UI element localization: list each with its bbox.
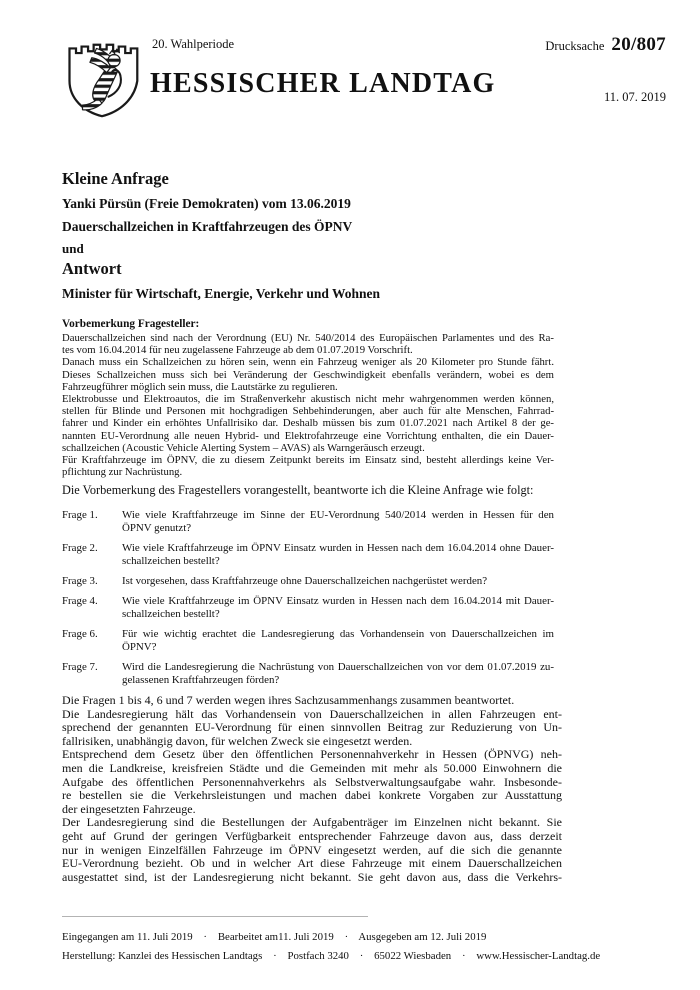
text-line: ÖPNV? xyxy=(122,641,157,653)
text-line: ÖPNV genutzt? xyxy=(122,522,192,534)
question-label: Frage 6. xyxy=(62,628,98,640)
question-label: Frage 1. xyxy=(62,509,98,521)
text-line: re bestellen sie die Verkehrsleistungen und machen dabei konkrete Vorgaben zur Ausstattung xyxy=(62,788,562,803)
text-line: Die Landesregierung hält das Vorhandensein von Dauerschallzeichen in allen Fahrzeugen ent- xyxy=(62,706,562,721)
question-text xyxy=(122,595,554,621)
text-line: fallrisiken, unabhängig davon, für welchen Zweck sie eingesetzt werden. xyxy=(62,733,413,748)
drucksache-label: Drucksache xyxy=(545,39,605,53)
vorbemerkung-heading: Vorbemerkung Fragesteller: xyxy=(62,318,200,330)
author-line: Yanki Pürsün (Freie Demokraten) vom 13.06.2019 xyxy=(62,196,351,211)
text-line: geht auf Grund der geringen Verfügbarkeit entsprechender Fahrzeuge davon aus, dass derzeit xyxy=(62,828,562,843)
text-line: schallzeichen bestellt? xyxy=(122,555,220,567)
connector-word: und xyxy=(62,241,84,256)
text-line: Fahrzeugführer möglich sein muss, die Lautstärke zu regulieren. xyxy=(62,380,338,393)
question-item xyxy=(62,542,554,568)
text-line: Dauerschallzeichen sind nach der Verordnung (EU) Nr. 540/2014 des Europäischen Parlamentes und des Ra- xyxy=(62,332,554,344)
drucksache-block xyxy=(545,34,666,56)
text-line: pflichtung zur Nachrüstung. xyxy=(62,466,183,479)
question-list xyxy=(62,509,554,694)
text-line: nur in wenigen Einzelfällen Fahrzeuge im ÖPNV eingesetzt werden, auf die sich die genannte xyxy=(62,842,562,857)
text-line: Der Landesregierung sind die Bestellungen der Aufgabenträger im Einzelnen nicht bekannt. Sie xyxy=(62,815,562,830)
text-line: Danach muss ein Schallzeichen zu hören sein, wenn ein Fahrzeug weniger als 20 Kilometer pro Stunde fährt. xyxy=(62,356,554,369)
answer-paragraph xyxy=(62,708,562,749)
text-line: Wie viele Kraftfahrzeuge im ÖPNV Einsatz wurden in Hessen nach dem 16.04.2014 ohne Dauer- xyxy=(122,542,554,554)
text-line: Aufgabe des öffentlichen Personennahverkehrs als Selbstverwaltungsaufgabe wahr. Insbesonde- xyxy=(62,774,562,789)
vorbemerkung-text xyxy=(62,332,554,478)
text-line: EU-Verordnung bezieht. Ob und in welcher Art diese Fahrzeuge mit einem Dauerschallzeichen xyxy=(62,856,562,871)
text-line: men die Landkreise, kreisfreien Städte und die Gemeinden mit mehr als 50.000 Einwohnern die xyxy=(62,760,562,775)
question-label: Frage 2. xyxy=(62,542,98,554)
subject-line: Dauerschallzeichen in Kraftfahrzeugen des ÖPNV xyxy=(62,218,353,234)
drucksache-number: 20/807 xyxy=(611,34,666,55)
text-line: schallzeichen (Acoustic Vehicle Alerting System – AVAS) als Warngeräusch erzeugt. xyxy=(62,441,425,454)
question-text xyxy=(122,509,554,535)
wahlperiode-label: 20. Wahlperiode xyxy=(152,37,235,51)
header-date: 11. 07. 2019 xyxy=(603,90,666,104)
question-text xyxy=(122,628,554,654)
question-text xyxy=(122,575,554,588)
footer-divider xyxy=(62,916,368,917)
intro-sentence: Die Vorbemerkung des Fragestellers vorangestellt, beantworte ich die Kleine Anfrage wie folgt: xyxy=(62,483,534,497)
question-label: Frage 4. xyxy=(62,595,98,607)
text-line: Für Kraftfahrzeuge im ÖPNV, die zu diesem Zeitpunkt bereits im Einsatz sind, besteht allerdings keine Ver- xyxy=(62,454,554,467)
text-line: Wie viele Kraftfahrzeuge im ÖPNV Einsatz wurden in Hessen nach dem 16.04.2014 mit Dauer- xyxy=(122,595,554,607)
text-line: Elektrobusse und Elektroautos, die im Straßenverkehr akustisch nicht mehr wahrgenommen werden können, xyxy=(62,393,554,406)
text-line: Für wie wichtig erachtet die Landesregierung das Vorhandensein von Dauerschallzeichen im xyxy=(122,628,554,640)
text-line: Ist vorgesehen, dass Kraftfahrzeuge ohne Dauerschallzeichen nachgerüstet werden? xyxy=(122,575,488,587)
text-line: stellen für Blinde und Personen mit hochgradigen Sehbehinderungen, aber auch für alte Menschen, Fahrrad- xyxy=(62,405,554,418)
text-line: Dieses Schallzeichen muss sich bei Veränderung der Geschwindigkeit ebenfalls verändern, wobei es dem xyxy=(62,368,554,381)
text-line: Wird die Landesregierung die Nachrüstung von Dauerschallzeichen von vor dem 01.07.2019 zu- xyxy=(122,661,554,673)
answerer-line: Minister für Wirtschaft, Energie, Verkehr und Wohnen xyxy=(62,286,381,301)
question-item xyxy=(62,509,554,535)
text-line: fahrer und Kinder ein erhöhtes Unfallrisiko dar. Deshalb müssen bis zum 01.07.2021 nach Artikel 8 der ge- xyxy=(62,417,554,430)
text-line: tes vom 16.04.2014 für neu zugelassene Fahrzeuge ab dem 01.07.2019 Vorschrift. xyxy=(62,344,413,357)
text-line: gelassenen Kraftfahrzeugen förden? xyxy=(122,674,280,686)
title-block xyxy=(62,169,582,309)
doc-type-heading: Kleine Anfrage xyxy=(62,169,169,188)
question-label: Frage 7. xyxy=(62,661,98,673)
question-text xyxy=(122,542,554,568)
text-line: Entsprechend dem Gesetz über den öffentlichen Personennahverkehr in Hessen (ÖPNVG) neh- xyxy=(62,747,562,762)
text-line: Wie viele Kraftfahrzeuge im Sinne der EU-Verordnung 540/2014 werden in Hessen für den xyxy=(122,509,554,521)
question-text xyxy=(122,661,554,687)
question-item xyxy=(62,661,554,687)
text-line: nannten EU-Verordnung alle neuen Hybrid- und Elektrofahrzeuge eine Vorrichtung enthalten, die ein Dauer- xyxy=(62,429,554,442)
text-line: sprechend der genannten EU-Verordnung für einen sinnvollen Beitrag zur Reduzierung von Un- xyxy=(62,720,562,735)
text-line: der eingesetzten Fahrzeuge. xyxy=(62,801,196,816)
question-item xyxy=(62,628,554,654)
question-label: Frage 3. xyxy=(62,575,98,587)
question-item xyxy=(62,595,554,621)
question-item xyxy=(62,575,554,588)
footer-dates-line: Eingegangen am 11. Juli 2019 · Bearbeitet am11. Juli 2019 · Ausgegeben am 12. Juli 2019 xyxy=(62,931,487,943)
answer-paragraph xyxy=(62,748,562,816)
hessen-coat-of-arms-icon xyxy=(63,39,141,126)
answer-lead: Die Fragen 1 bis 4, 6 und 7 werden wegen ihres Sachzusammenhangs zusammen beantwortet. xyxy=(62,693,515,707)
answer-paragraph xyxy=(62,816,562,884)
text-line: ausgestattet sind, ist der Landesregierung nicht bekannt. Sie geht davon aus, dass die Verkehrs- xyxy=(62,869,562,884)
page-title: HESSISCHER LANDTAG xyxy=(150,68,496,99)
answer-section xyxy=(62,694,562,884)
footer-imprint-line: Herstellung: Kanzlei des Hessischen Landtags · Postfach 3240 · 65022 Wiesbaden · www.Hessischer-Landtag.de xyxy=(62,950,601,962)
text-line: schallzeichen bestellt? xyxy=(122,608,220,620)
answer-heading: Antwort xyxy=(62,259,122,278)
